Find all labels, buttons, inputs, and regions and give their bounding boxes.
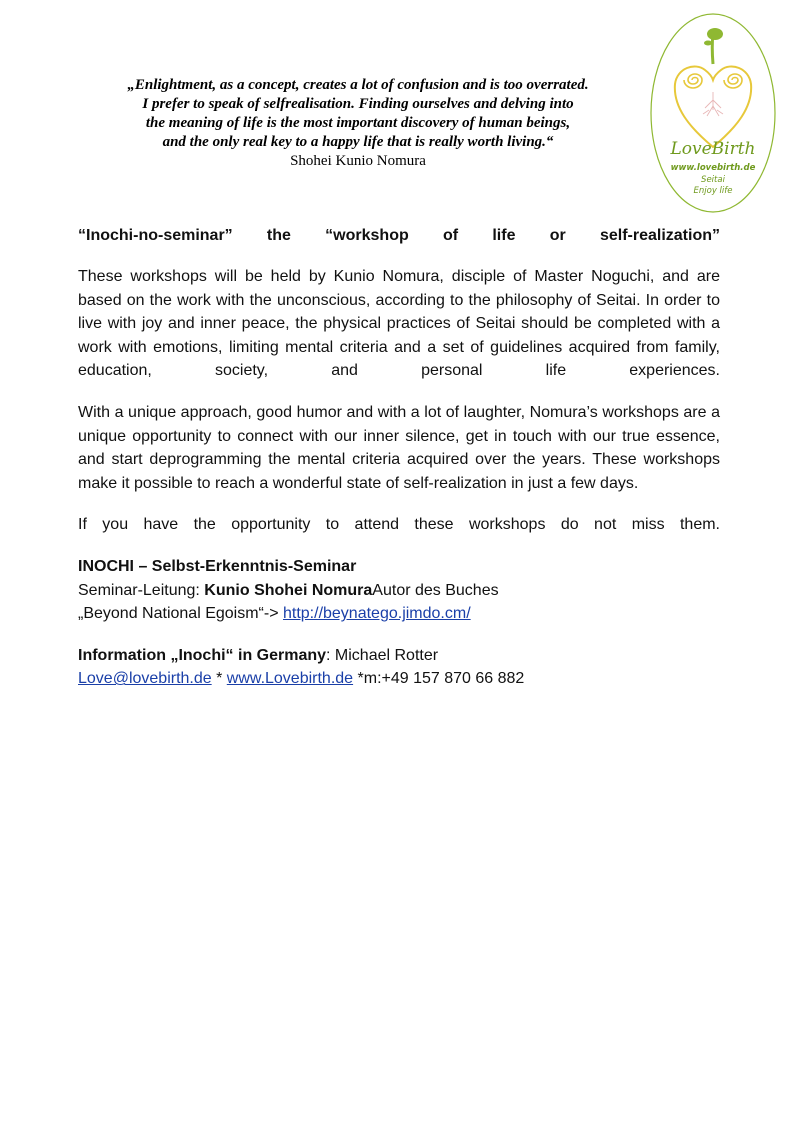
info-contact: : Michael Rotter [326, 646, 439, 664]
seminar-leader-line [78, 579, 720, 603]
contact-line [78, 667, 720, 691]
info-label: Information „Inochi“ in Germany [78, 646, 327, 664]
paragraph: These workshops will be held by Kunio Nomura, disciple of Master Noguchi, and are based on the work with the unconscious, according to the philosophy of Seitai. In order to live with joy and inner peace, the physical practices of Seitai should be completed with a work with emotions, limiting mental criteria and a set of guidelines acquired from family, education, society, and personal life experiences. [78, 268, 720, 380]
quote-author: Shohei Kunio Nomura [290, 153, 426, 169]
quote-line: the meaning of life is the most important discovery of human beings, [145, 115, 571, 131]
email-link[interactable]: Love@lovebirth.de [78, 670, 212, 688]
quote-line: „Enlightment, as a concept, creates a lot of confusion and is too overrated. [127, 77, 589, 93]
seminar-title: INOCHI – Selbst-Erkenntnis-Seminar [78, 557, 357, 575]
logo-tagline: Seitai [701, 175, 725, 185]
paragraph: If you have the opportunity to attend these workshops do not miss them. [78, 516, 720, 534]
book-line [78, 602, 720, 626]
logo-tagline: Enjoy life [693, 186, 733, 196]
seminar-heading: “Inochi-no-seminar” the “workshop of life or self-realization” [78, 227, 720, 244]
seminar-leader-label: Seminar-Leitung: [78, 581, 205, 599]
info-line [78, 644, 720, 668]
quote-line: and the only real key to a happy life that is really worth living.“ [162, 134, 554, 150]
phone-number: *m:+49 157 870 66 882 [353, 670, 525, 688]
seminar-leader-name: Kunio Shohei Nomura [204, 581, 373, 599]
document-body [78, 224, 720, 691]
author-of-label: Autor des Buches [372, 581, 499, 599]
paragraph: With a unique approach, good humor and with a lot of laughter, Nomura’s workshops are a unique opportunity to connect with our inner silence, get in touch with our true essence, and start deprogramming the mental criteria acquired over the years. These workshops make it possible to reach a wonderful state of self-realization in just a few days. [78, 403, 720, 492]
quote-line: I prefer to speak of selfrealisation. Finding ourselves and delving into [142, 96, 574, 112]
logo-brand: LoveBirth [670, 139, 756, 159]
logo-website: www.lovebirth.de [670, 163, 756, 173]
separator: * [211, 670, 227, 688]
website-link[interactable]: www.Lovebirth.de [226, 670, 354, 688]
lovebirth-logo [649, 12, 777, 214]
quote-block [78, 76, 638, 171]
book-link[interactable]: http://beynatego.jimdo.cm/ [282, 605, 471, 623]
book-title: „Beyond National Egoism“-> [78, 605, 283, 623]
